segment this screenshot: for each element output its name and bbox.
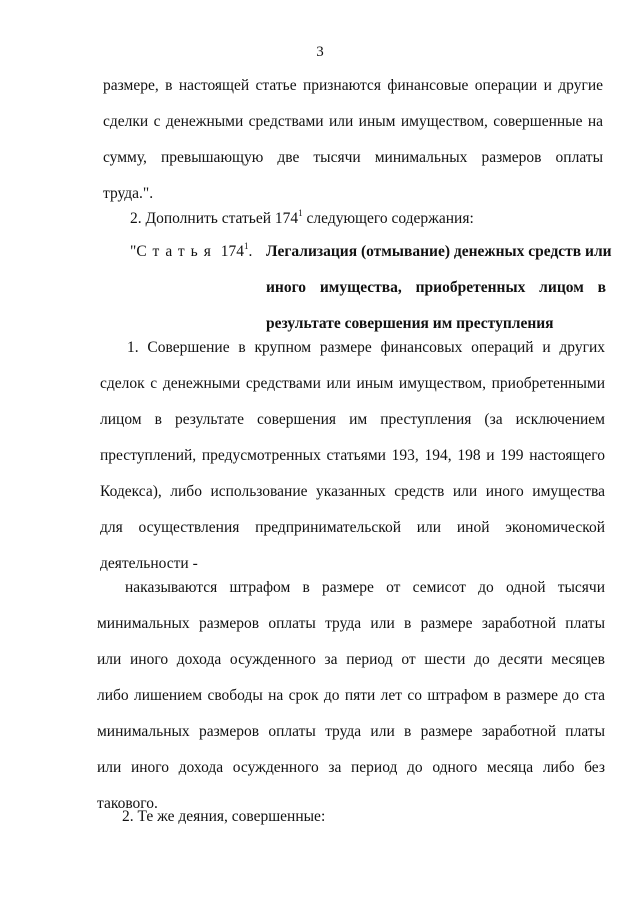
item-text-rest: следующего содержания: (302, 210, 474, 227)
text-line: минимальных размеров оплаты труда или в размере заработной платы (97, 615, 605, 632)
article-dot: . (248, 243, 253, 260)
paragraph-continuation (103, 68, 603, 212)
text-line: 2. Те же деяния, совершенные: (122, 808, 326, 825)
text-line: либо лишением свободы на срок до пяти лет со штрафом в размере до ста (97, 687, 605, 704)
amendment-item-2 (130, 201, 474, 237)
text-line: Кодекса), либо использование указанных средств или иного имущества (100, 483, 605, 500)
text-line: деятельности - (100, 555, 198, 572)
text-line: труда.". (103, 185, 154, 202)
text-line: сделки с денежными средствами или иным имуществом, совершенные на (103, 113, 603, 130)
text-line: преступлений, предусмотренных статьями 193, 194, 198 и 199 настоящего (100, 447, 605, 464)
article-number: 174 (216, 243, 245, 260)
article-title (266, 234, 612, 342)
text-line: сумму, превышающую две тысячи минимальных размеров оплаты (103, 149, 603, 166)
item-text: 2. Дополнить статьей 174 (130, 210, 299, 227)
title-line: иного имущества, приобретенных лицом в (266, 279, 606, 296)
text-line: размере, в настоящей статье признаются финансовые операции и другие (103, 77, 603, 94)
page-number: 3 (316, 44, 324, 60)
text-line: или иного дохода осужденного за период от шести до десяти месяцев (97, 651, 605, 668)
superscript: 1 (298, 208, 303, 218)
article-heading (130, 234, 252, 270)
article-part-1 (100, 330, 605, 582)
quote-mark: " (130, 243, 137, 260)
text-line: 1. Совершение в крупном размере финансовых операций и других (127, 339, 605, 356)
penalty-paragraph (97, 570, 605, 822)
article-part-2 (122, 799, 325, 835)
text-line: наказываются штрафом в размере от семисот до одной тысячи (125, 579, 605, 596)
title-line: Легализация (отмывание) денежных средств или (266, 243, 612, 260)
text-line: сделок с денежными средствами или иным имуществом, приобретенными (100, 375, 605, 392)
text-line: лицом в результате совершения им преступления (за исключением (100, 411, 605, 428)
title-line: результате совершения им преступления (266, 315, 554, 332)
article-word: Статья (136, 243, 217, 260)
text-line: такового. (97, 795, 158, 812)
text-line: минимальных размеров оплаты труда или в размере заработной платы (97, 723, 605, 740)
text-line: для осуществления предпринимательской или иной экономической (100, 519, 605, 536)
text-line: или иного дохода осужденного за период до одного месяца либо без (97, 759, 605, 776)
superscript: 1 (244, 241, 249, 251)
